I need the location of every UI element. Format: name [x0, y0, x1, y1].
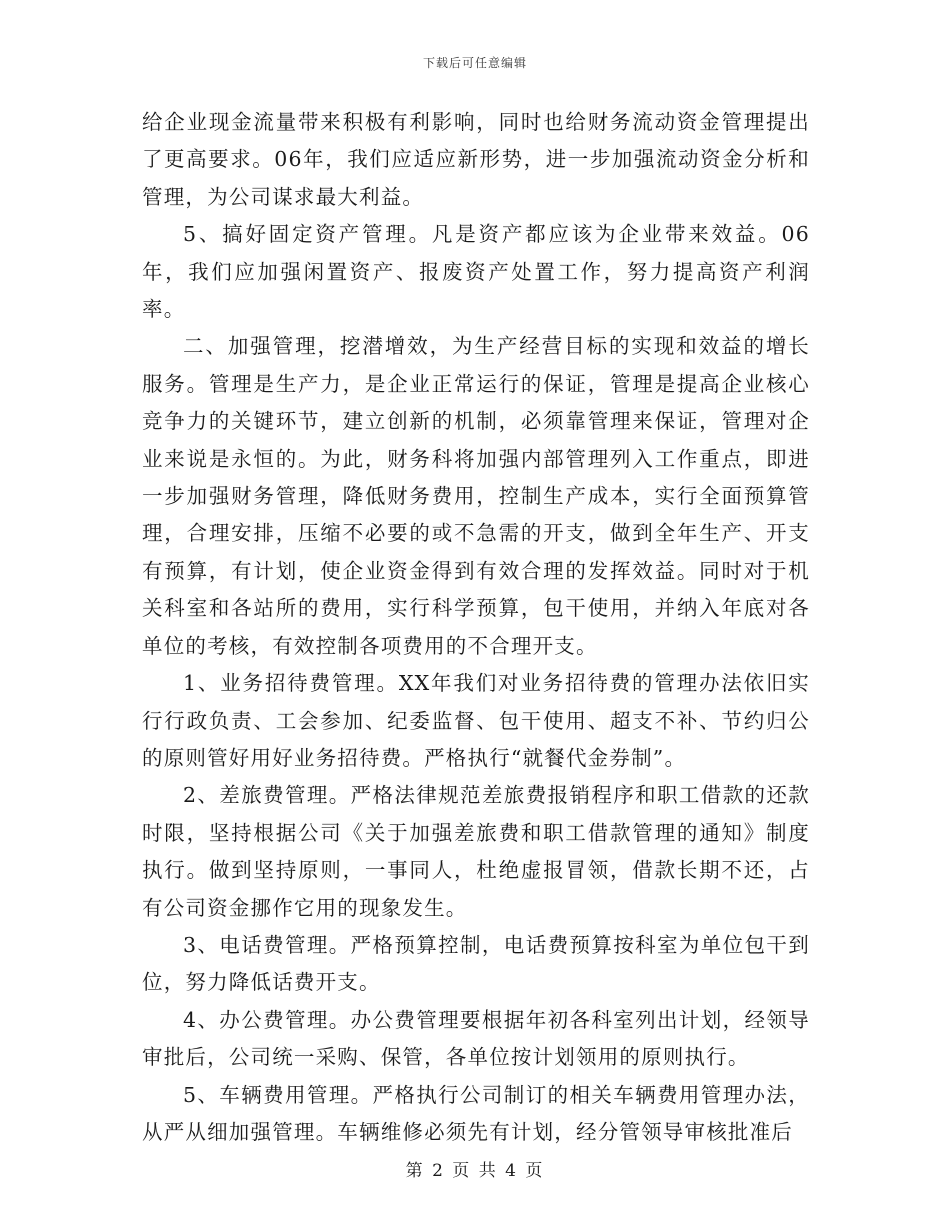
page-number: 第 2 页 共 4 页: [405, 1161, 545, 1181]
paragraph-hospitality-expenses: 1、业务招待费管理。XX年我们对业务招待费的管理办法依旧实行行政负责、工会参加、纪委监督、包干使用、超支不补、节约归公的原则管好用好业务招待费。严格执行“就餐代金券制”。: [142, 671, 810, 770]
page-header: 下载后可任意编辑: [422, 56, 527, 70]
paragraph-phone-expenses: 3、电话费管理。严格预算控制，电话费预算按科室为单位包干到位，努力降低话费开支。: [142, 932, 810, 995]
document-body: [142, 104, 810, 1151]
paragraph-travel-expenses: 2、差旅费管理。严格法律规范差旅费报销程序和职工借款的还款时限，坚持根据公司《关于加强差旅费和职工借款管理的通知》制度执行。做到坚持原则，一事同人，杜绝虚报冒领，借款长期不还，占有公司资金挪作它用的现象发生。: [142, 783, 810, 920]
paragraph-vehicle-expenses: 5、车辆费用管理。严格执行公司制订的相关车辆费用管理办法，从严从细加强管理。车辆维修必须先有计划，经分管领导审核批准后: [142, 1082, 810, 1144]
paragraph-fixed-assets: 5、搞好固定资产管理。凡是资产都应该为企业带来效益。06年，我们应加强闲置资产、报废资产处置工作，努力提高资产利润率。: [142, 222, 810, 322]
paragraph-cashflow-continued: 给企业现金流量带来积极有利影响，同时也给财务流动资金管理提出了更高要求。06年，我们应适应新形势，进一步加强流动资金分析和管理，为公司谋求最大利益。: [142, 110, 810, 209]
paragraph-office-expenses: 4、办公费管理。办公费管理要根据年初各科室列出计划，经领导审批后，公司统一采购、保管，各单位按计划领用的原则执行。: [142, 1007, 810, 1070]
paragraph-strengthen-management: 二、加强管理，挖潜增效，为生产经营目标的实现和效益的增长服务。管理是生产力，是企业正常运行的保证，管理是提高企业核心竞争力的关键环节，建立创新的机制，必须靠管理来保证，管理对企业来说是永恒的。为此，财务科将加强内部管理列入工作重点，即进一步加强财务管理，降低财务费用，控制生产成本，实行全面预算管理，合理安排，压缩不必要的或不急需的开支，做到全年生产、开支有预算，有计划，使企业资金得到有效合理的发挥效益。同时对于机关科室和各站所的费用，实行科学预算，包干使用，并纳入年底对各单位的考核，有效控制各项费用的不合理开支。: [142, 334, 810, 658]
